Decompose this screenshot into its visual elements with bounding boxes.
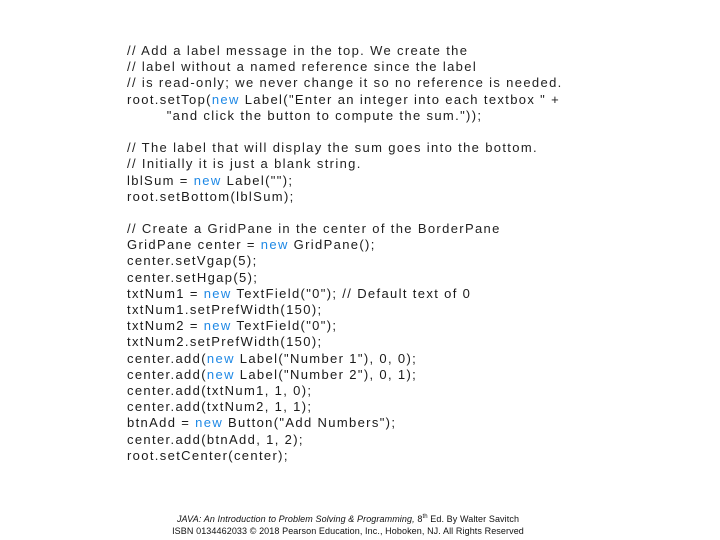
code-line — [127, 108, 563, 124]
code-line — [127, 367, 563, 383]
code-token: root.setTop( — [127, 91, 212, 107]
keyword-token: new — [203, 285, 232, 301]
code-listing — [127, 43, 563, 464]
code-line — [127, 221, 563, 237]
isbn-copyright: ISBN 0134462033 © 2018 Pearson Education, Inc., Hoboken, NJ. All Rights Reserved — [172, 526, 524, 536]
code-token: root.setCenter(center); — [127, 447, 289, 463]
code-token: txtNum1.setPrefWidth(150); — [127, 302, 323, 317]
comment-token: // Add a label message in the top. We create the — [127, 43, 469, 58]
code-line — [127, 237, 563, 253]
code-line — [127, 43, 563, 59]
footer-copyright — [0, 526, 708, 536]
code-token: center.add( — [127, 350, 207, 366]
code-line — [127, 270, 563, 286]
footer-citation — [0, 514, 708, 524]
edition-author: Ed. By Walter Savitch — [427, 514, 520, 524]
code-line — [127, 205, 563, 221]
keyword-token: new — [211, 91, 240, 107]
comment-token: // The label that will display the sum goes into the bottom. — [127, 140, 538, 156]
code-token: GridPane center = — [127, 237, 261, 253]
code-token: center.setVgap(5); — [127, 253, 258, 269]
keyword-token: new — [206, 366, 235, 382]
code-token: txtNum2 = — [127, 318, 204, 334]
code-token: Label(""); — [221, 172, 294, 188]
code-token: center.add(txtNum1, 1, 0); — [127, 382, 313, 398]
keyword-token: new — [195, 415, 224, 431]
code-line — [127, 156, 563, 172]
code-token: lblSum = — [127, 172, 194, 188]
code-line — [127, 399, 563, 415]
code-line — [127, 351, 563, 367]
code-line — [127, 286, 563, 302]
code-line — [127, 92, 563, 108]
code-line — [127, 253, 563, 269]
comment-token: // label without a named reference since the label — [127, 59, 478, 75]
code-line — [127, 415, 563, 431]
code-token: Label("Enter an integer into each textbox " + — [239, 91, 561, 107]
code-line — [127, 432, 563, 448]
code-token: btnAdd = — [127, 415, 196, 431]
code-line — [127, 124, 563, 140]
code-line — [127, 383, 563, 399]
code-line — [127, 75, 563, 91]
code-line — [127, 173, 563, 189]
book-title: JAVA: An Introduction to Problem Solving & Programming, — [176, 514, 415, 524]
code-line — [127, 140, 563, 156]
code-line — [127, 448, 563, 464]
comment-token: // is read-only; we never change it so no reference is needed. — [127, 75, 563, 91]
code-token: GridPane(); — [288, 237, 376, 253]
code-token: center.add(txtNum2, 1, 1); — [127, 399, 313, 415]
code-token: center.setHgap(5); — [127, 269, 259, 285]
code-line — [127, 189, 563, 205]
code-line — [127, 59, 563, 75]
code-token: txtNum2.setPrefWidth(150); — [127, 334, 323, 350]
code-token: center.add(btnAdd, 1, 2); — [127, 431, 304, 447]
edition-number: 8 — [417, 514, 423, 524]
code-token: Label("Number 2"), 0, 1); — [234, 366, 418, 382]
keyword-token: new — [260, 237, 289, 253]
code-token: txtNum1 = — [127, 285, 204, 301]
code-token: Button("Add Numbers"); — [223, 415, 397, 431]
code-token: root.setBottom(lblSum); — [127, 188, 295, 204]
code-line — [127, 318, 563, 334]
keyword-token: new — [203, 318, 232, 334]
keyword-token: new — [206, 350, 235, 366]
comment-token: // Create a GridPane in the center of the BorderPane — [127, 221, 501, 237]
keyword-token: new — [193, 172, 222, 188]
code-token: center.add( — [127, 366, 207, 382]
code-token: "and click the button to compute the sum.")); — [127, 107, 483, 123]
code-line — [127, 302, 563, 318]
comment-token: // Initially it is just a blank string. — [127, 156, 362, 172]
code-token: Label("Number 1"), 0, 0); — [234, 350, 418, 366]
code-token: TextField("0"); // Default text of 0 — [231, 285, 472, 301]
code-line — [127, 334, 563, 350]
edition-suffix: th — [422, 514, 428, 520]
code-token: TextField("0"); — [231, 318, 338, 334]
